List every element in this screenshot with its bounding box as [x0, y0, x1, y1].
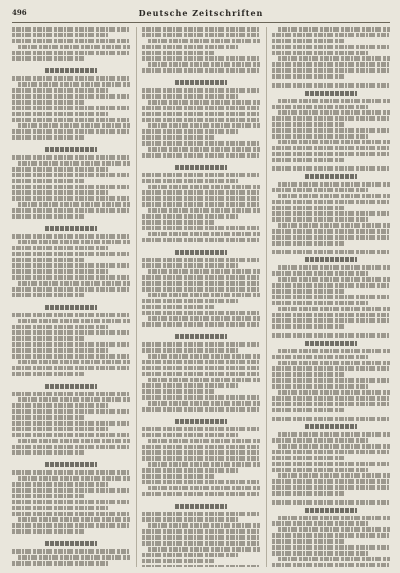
text-line	[12, 39, 130, 44]
column-left	[12, 27, 130, 567]
spacer	[12, 62, 130, 65]
text-line	[142, 383, 239, 388]
text-line	[12, 523, 130, 528]
text-line	[142, 299, 239, 304]
text-line	[12, 506, 109, 511]
spacer	[12, 299, 130, 302]
text-line	[142, 196, 260, 201]
text-line	[148, 316, 260, 321]
text-line	[272, 211, 390, 216]
spacer	[12, 378, 130, 381]
text-line	[12, 173, 130, 178]
text-line	[278, 265, 390, 270]
text-line	[142, 407, 260, 412]
spacer	[12, 456, 130, 459]
text-line	[142, 474, 215, 479]
text-line	[272, 134, 369, 139]
text-line	[148, 147, 260, 152]
text-line	[142, 433, 239, 438]
text-line	[12, 470, 130, 475]
text-line	[278, 557, 390, 562]
text-line	[272, 158, 345, 163]
text-line	[12, 500, 130, 505]
text-line	[12, 155, 130, 160]
section-heading	[305, 174, 357, 179]
text-line	[272, 128, 390, 133]
text-line	[12, 409, 130, 414]
text-line	[272, 491, 345, 496]
text-line	[272, 283, 390, 288]
text-line	[12, 185, 130, 190]
text-line	[12, 208, 130, 213]
text-line	[278, 361, 390, 366]
text-line	[12, 561, 109, 566]
text-line	[12, 190, 109, 195]
text-line	[142, 535, 260, 540]
text-line	[12, 94, 130, 99]
text-line	[12, 33, 109, 38]
spacer	[142, 74, 260, 77]
section-heading	[175, 250, 227, 255]
text-line	[272, 539, 345, 544]
text-line	[142, 529, 260, 534]
text-line	[12, 88, 109, 93]
text-line	[142, 541, 260, 546]
text-line	[12, 263, 130, 268]
text-line	[142, 360, 260, 365]
text-line	[278, 473, 390, 478]
text-line	[12, 112, 109, 117]
text-line	[278, 99, 390, 104]
text-line	[12, 494, 85, 499]
text-line	[272, 545, 390, 550]
text-line	[18, 123, 130, 128]
text-line	[272, 105, 369, 110]
section-heading	[305, 424, 357, 429]
text-line	[12, 342, 130, 347]
text-line	[272, 250, 390, 255]
text-line	[278, 140, 390, 145]
text-line	[272, 450, 390, 455]
text-line	[142, 456, 260, 461]
text-line	[272, 289, 345, 294]
section-heading	[175, 419, 227, 424]
text-line	[148, 62, 260, 67]
text-line	[12, 269, 109, 274]
text-line	[12, 246, 109, 251]
text-line	[142, 112, 260, 117]
text-line	[272, 324, 345, 329]
spacer	[142, 328, 260, 331]
text-line	[12, 179, 85, 184]
text-line	[272, 378, 390, 383]
text-line	[148, 439, 260, 444]
text-line	[148, 39, 260, 44]
text-line	[12, 348, 109, 353]
text-line	[142, 372, 260, 377]
text-line	[272, 166, 390, 171]
text-line	[12, 234, 130, 239]
text-line	[272, 33, 390, 38]
text-line	[12, 421, 130, 426]
text-line	[18, 360, 130, 365]
text-line	[142, 389, 215, 394]
text-line	[142, 427, 260, 432]
text-line	[142, 238, 260, 243]
text-line	[272, 384, 369, 389]
text-line	[272, 417, 390, 422]
text-line	[272, 217, 369, 222]
section-heading	[175, 504, 227, 509]
text-line	[272, 295, 390, 300]
text-line	[148, 123, 260, 128]
text-line	[272, 408, 345, 413]
spacer	[12, 220, 130, 223]
text-line	[142, 480, 260, 485]
text-line	[12, 106, 130, 111]
text-line	[12, 403, 109, 408]
text-line	[142, 512, 260, 517]
text-line	[142, 190, 260, 195]
text-line	[272, 318, 390, 323]
text-line	[12, 135, 85, 140]
text-line	[272, 74, 345, 79]
text-line	[142, 220, 215, 225]
text-line	[272, 235, 390, 240]
text-line	[272, 456, 345, 461]
text-line	[142, 258, 260, 263]
text-line	[12, 372, 85, 377]
text-line	[272, 479, 390, 484]
column-middle	[136, 27, 260, 567]
text-line	[272, 551, 369, 556]
text-line	[278, 194, 390, 199]
text-line	[12, 313, 130, 318]
text-line	[142, 468, 239, 473]
text-line	[12, 415, 85, 420]
text-line	[272, 51, 369, 56]
column-right	[266, 27, 390, 567]
text-line	[272, 333, 390, 338]
text-line	[142, 287, 260, 292]
text-line	[142, 553, 239, 558]
text-line	[142, 305, 215, 310]
text-line	[142, 141, 260, 146]
text-line	[142, 135, 215, 140]
text-line	[18, 82, 130, 87]
section-heading	[175, 165, 227, 170]
text-line	[142, 565, 260, 567]
text-line	[12, 392, 130, 397]
text-line	[142, 56, 260, 61]
text-line	[12, 258, 85, 263]
text-line	[148, 208, 260, 213]
text-line	[12, 488, 130, 493]
running-title: Deutsche Zeitschriften	[138, 8, 264, 18]
section-heading	[305, 91, 357, 96]
text-line	[12, 51, 130, 56]
text-line	[142, 45, 239, 50]
text-line	[272, 39, 345, 44]
text-line	[272, 241, 345, 246]
text-line	[278, 307, 390, 312]
text-line	[12, 293, 85, 298]
text-line	[142, 226, 260, 231]
text-line	[272, 485, 390, 490]
text-line	[12, 167, 109, 172]
text-line	[18, 240, 130, 245]
text-line	[272, 45, 390, 50]
text-line	[272, 301, 369, 306]
text-line	[278, 277, 390, 282]
text-line	[142, 106, 260, 111]
text-line	[142, 342, 260, 347]
text-line	[142, 445, 260, 450]
text-line	[142, 68, 260, 73]
section-heading	[45, 384, 97, 389]
text-line	[272, 200, 390, 205]
text-line	[148, 523, 260, 528]
text-line	[142, 27, 260, 32]
text-line	[148, 185, 260, 190]
text-line	[272, 313, 390, 318]
section-heading	[305, 341, 357, 346]
text-line	[278, 110, 390, 115]
text-line	[142, 202, 260, 207]
text-line	[18, 397, 130, 402]
text-line	[142, 559, 215, 564]
text-line	[12, 100, 85, 105]
text-line	[148, 401, 260, 406]
text-line	[18, 517, 130, 522]
text-line	[18, 161, 130, 166]
text-line	[12, 336, 85, 341]
text-line	[142, 348, 239, 353]
text-line	[142, 88, 260, 93]
text-line	[142, 173, 260, 178]
text-line	[272, 533, 390, 538]
text-line	[278, 527, 390, 532]
text-line	[12, 427, 109, 432]
text-line	[142, 118, 260, 123]
spacer	[12, 535, 130, 538]
spacer	[12, 141, 130, 144]
text-line	[148, 378, 260, 383]
text-line	[278, 27, 390, 32]
text-line	[18, 555, 130, 560]
page-header	[12, 8, 390, 23]
text-line	[272, 355, 369, 360]
text-line	[12, 512, 130, 517]
text-line	[148, 547, 260, 552]
text-line	[12, 196, 130, 201]
text-line	[142, 51, 215, 56]
text-line	[272, 521, 369, 526]
text-line	[272, 146, 390, 151]
text-line	[272, 188, 369, 193]
text-line	[272, 229, 390, 234]
text-line	[278, 432, 390, 437]
section-heading	[45, 226, 97, 231]
text-line	[142, 94, 239, 99]
text-line	[142, 214, 239, 219]
text-line	[12, 118, 130, 123]
text-line	[278, 223, 390, 228]
text-line	[272, 462, 390, 467]
text-line	[272, 206, 345, 211]
text-line	[142, 275, 260, 280]
text-line	[272, 68, 390, 73]
text-line	[272, 500, 390, 505]
text-line	[142, 492, 260, 497]
text-line	[18, 476, 130, 481]
text-line	[272, 396, 390, 401]
text-line	[12, 354, 130, 359]
text-line	[148, 354, 260, 359]
text-line	[272, 438, 369, 443]
text-line	[272, 372, 345, 377]
text-line	[148, 293, 260, 298]
text-line	[142, 450, 260, 455]
text-line	[12, 366, 130, 371]
text-line	[18, 202, 130, 207]
text-line	[278, 349, 390, 354]
section-heading	[45, 68, 97, 73]
text-line	[12, 214, 85, 219]
text-line	[12, 325, 109, 330]
text-line	[18, 281, 130, 286]
text-line	[278, 516, 390, 521]
text-line	[12, 56, 85, 61]
text-line	[12, 252, 130, 257]
text-line	[142, 263, 239, 268]
text-line	[142, 311, 260, 316]
page-number: 496	[12, 8, 27, 17]
text-line	[272, 116, 390, 121]
section-heading	[175, 80, 227, 85]
text-line	[278, 390, 390, 395]
section-heading	[45, 541, 97, 546]
spacer	[142, 244, 260, 247]
text-line	[272, 563, 390, 567]
text-line	[18, 439, 130, 444]
text-line	[12, 27, 130, 32]
text-line	[272, 122, 345, 127]
text-line	[12, 287, 130, 292]
text-line	[142, 129, 239, 134]
text-line	[12, 76, 130, 81]
text-line	[272, 62, 390, 67]
text-line	[148, 100, 260, 105]
text-line	[142, 153, 260, 158]
text-columns	[12, 27, 390, 567]
text-line	[272, 366, 390, 371]
section-heading	[175, 334, 227, 339]
text-line	[278, 444, 390, 449]
text-line	[142, 281, 260, 286]
text-line	[148, 269, 260, 274]
text-line	[142, 322, 260, 327]
text-line	[12, 529, 85, 534]
text-line	[142, 395, 260, 400]
text-line	[12, 275, 130, 280]
text-line	[12, 445, 130, 450]
text-line	[12, 450, 85, 455]
text-line	[12, 549, 130, 554]
text-line	[12, 129, 130, 134]
text-line	[272, 152, 390, 157]
text-line	[12, 433, 130, 438]
spacer	[142, 498, 260, 501]
section-heading	[45, 147, 97, 152]
text-line	[272, 468, 369, 473]
text-line	[12, 482, 109, 487]
text-line	[148, 232, 260, 237]
text-line	[18, 45, 130, 50]
text-line	[142, 366, 260, 371]
text-line	[278, 56, 390, 61]
text-line	[148, 462, 260, 467]
text-line	[18, 319, 130, 324]
text-line	[142, 517, 239, 522]
text-line	[278, 182, 390, 187]
text-line	[272, 271, 369, 276]
text-line	[148, 486, 260, 491]
spacer	[142, 159, 260, 162]
text-line	[272, 83, 390, 88]
text-line	[142, 33, 260, 38]
text-line	[12, 330, 130, 335]
text-line	[272, 402, 390, 407]
text-line	[142, 179, 239, 184]
section-heading	[305, 508, 357, 513]
spacer	[142, 413, 260, 416]
section-heading	[305, 257, 357, 262]
section-heading	[45, 462, 97, 467]
section-heading	[45, 305, 97, 310]
